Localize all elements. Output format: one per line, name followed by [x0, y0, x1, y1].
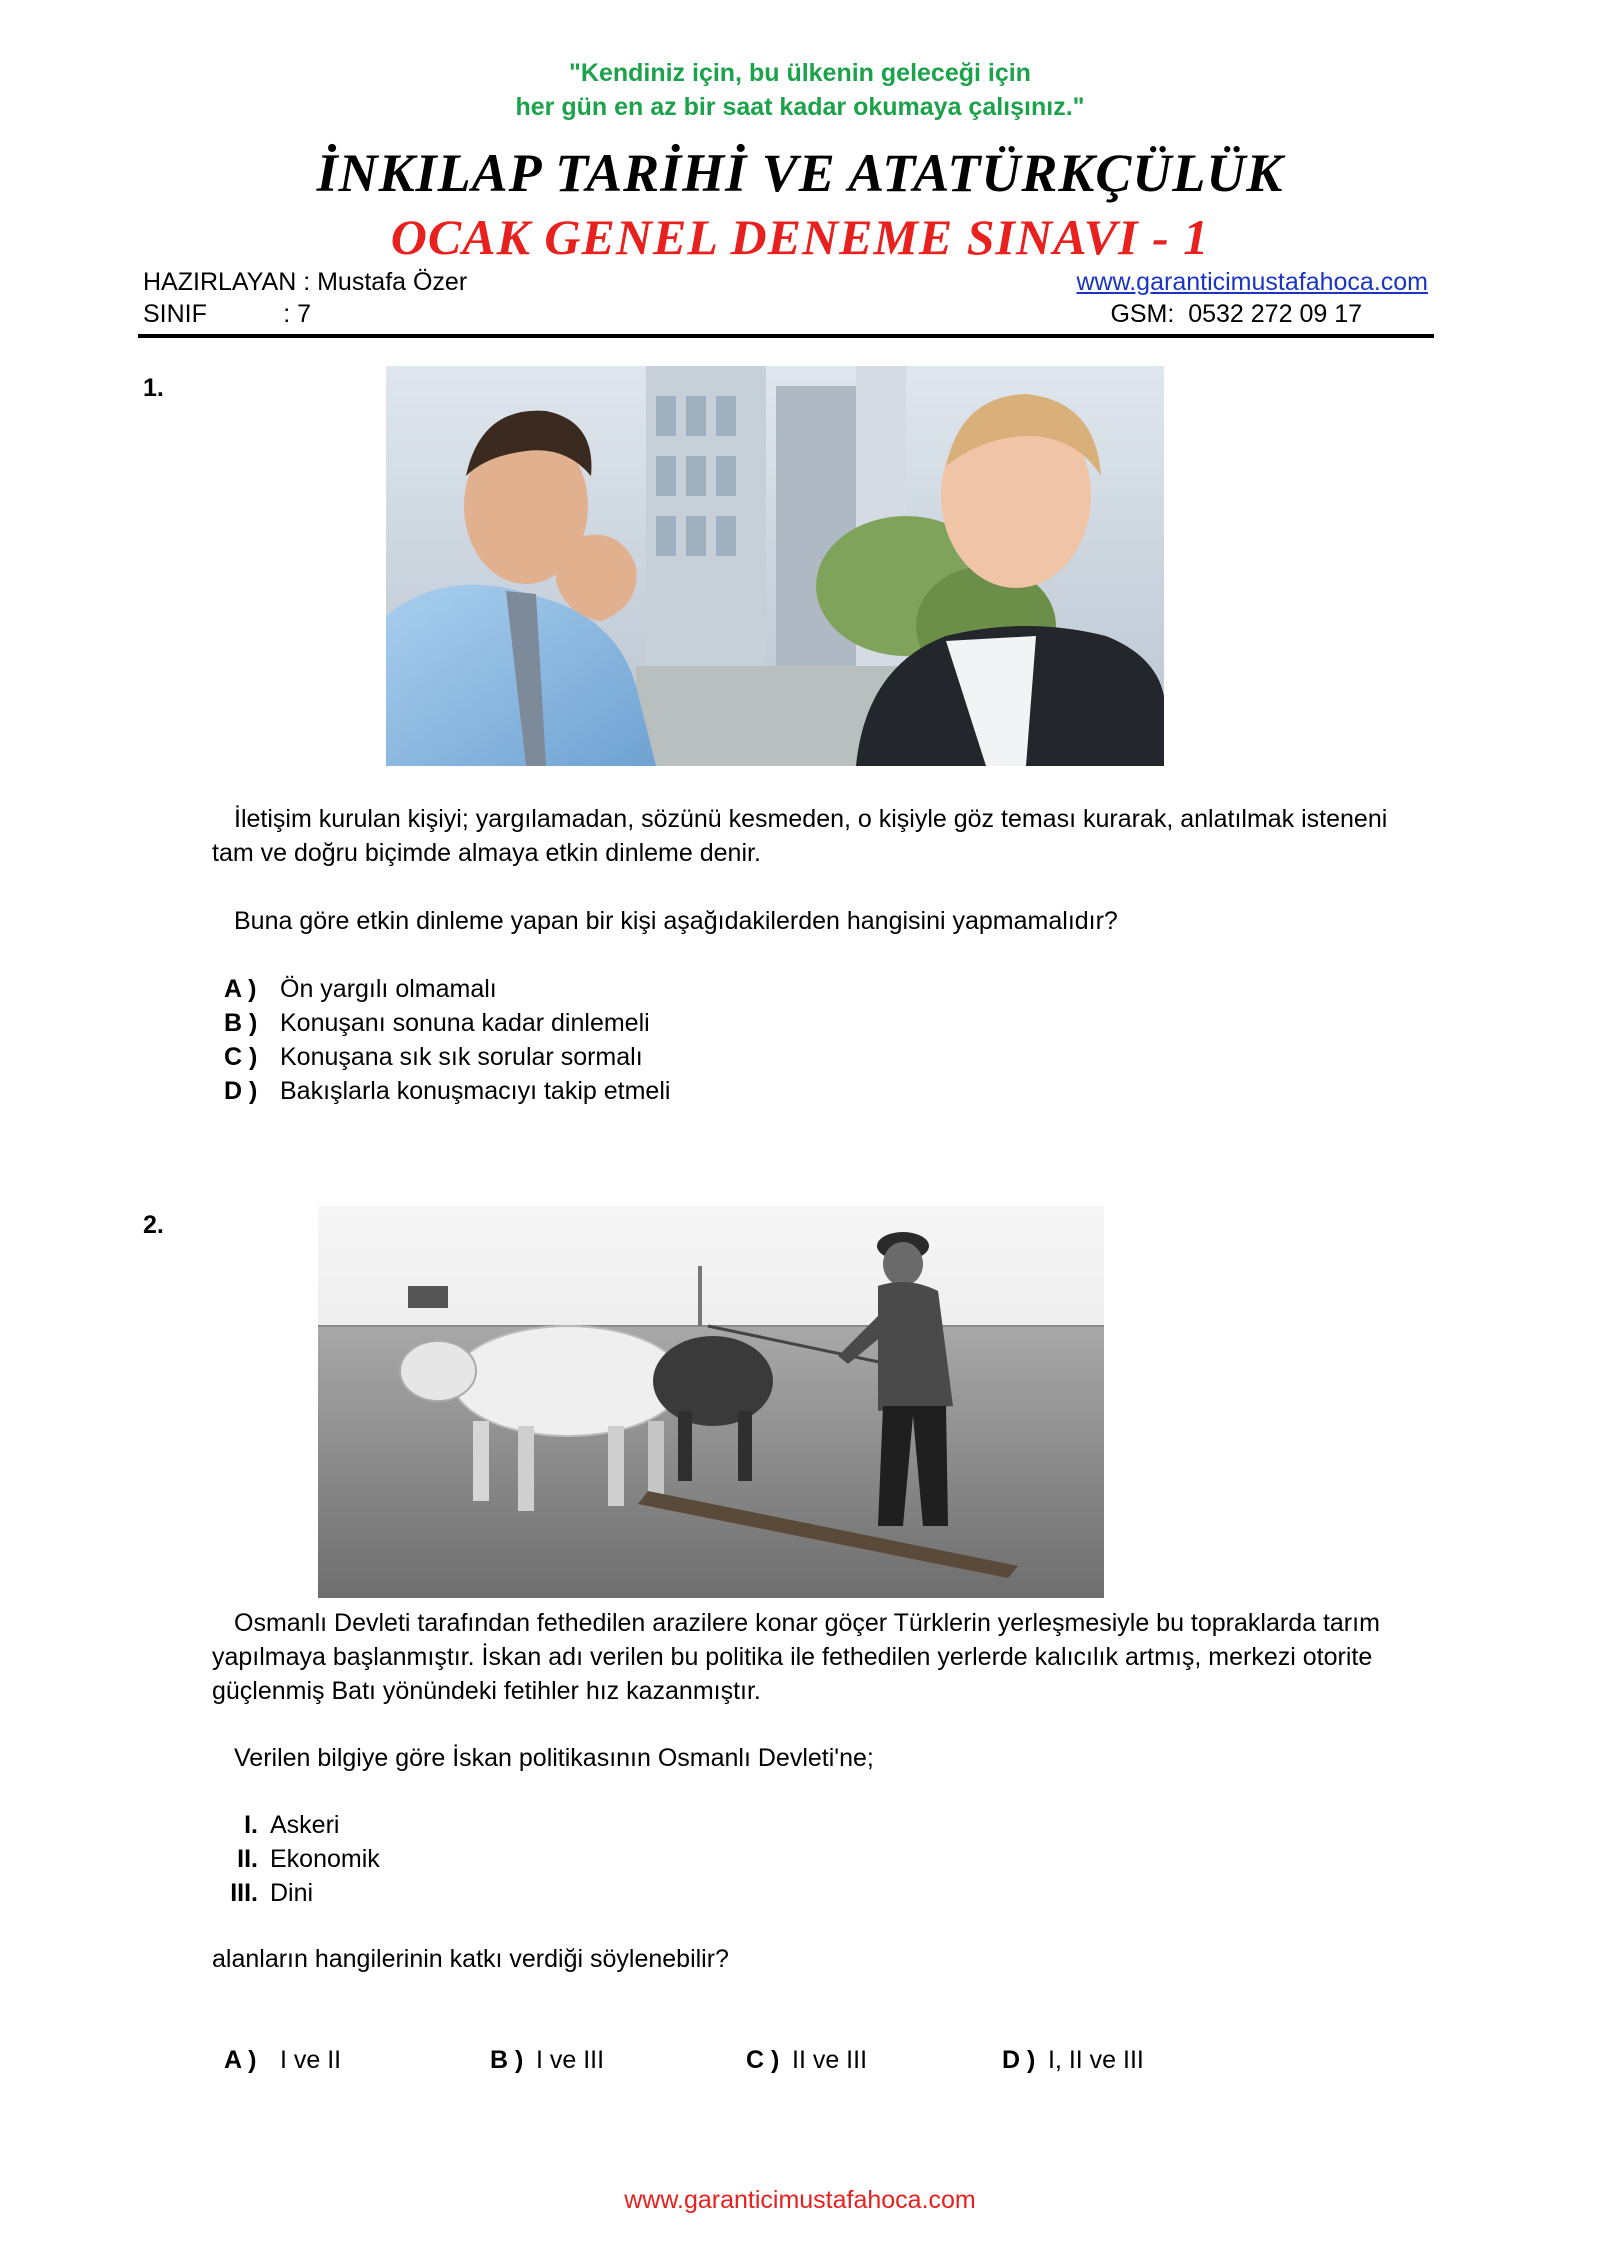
statement-text: Dini	[270, 1879, 314, 1907]
roman-numeral: I.	[244, 1811, 258, 1839]
question-1-paragraph: İletişim kurulan kişiyi; yargılamadan, sözünü kesmeden, o kişiyle göz teması kurarak, anlatılmak isteneni tam ve doğru biçimde almaya etkin dinleme denir.	[212, 805, 1388, 867]
question-1-prompt: Buna göre etkin dinleme yapan bir kişi aşağıdakilerden hangisini yapmamalıdır?	[234, 907, 1118, 935]
two-businessmen-photo	[386, 366, 1164, 766]
option-text: I, II ve III	[1048, 2046, 1144, 2074]
option-text: Bakışlarla konuşmacıyı takip etmeli	[280, 1077, 671, 1105]
question-1-image	[386, 366, 1164, 766]
statement-text: Ekonomik	[270, 1845, 380, 1873]
exam-subtitle: OCAK GENEL DENEME SINAVI - 1	[390, 209, 1210, 265]
exam-title: İNKILAP TARİHİ VE ATATÜRKÇÜLÜK	[316, 143, 1284, 203]
option-letter: C )	[746, 2046, 780, 2074]
author-label: HAZIRLAYAN : Mustafa Özer	[143, 268, 468, 296]
motto-line-1: "Kendiniz için, bu ülkenin geleceği için	[569, 59, 1031, 87]
option-text: I ve III	[536, 2046, 605, 2074]
roman-numeral: III.	[230, 1879, 258, 1907]
roman-numeral: II.	[237, 1845, 258, 1873]
option-letter: D )	[224, 1077, 258, 1105]
option-text: Konuşanı sonuna kadar dinlemeli	[280, 1009, 650, 1037]
option-text: Konuşana sık sık sorular sormalı	[280, 1043, 643, 1071]
option-letter: B )	[224, 1009, 258, 1037]
statement-iii	[212, 1876, 380, 1910]
question-2-option-d[interactable]	[1002, 2043, 1144, 2077]
option-letter: D )	[1002, 2046, 1036, 2074]
question-1-options	[224, 972, 670, 1108]
question-2-option-c[interactable]	[746, 2043, 867, 2077]
option-letter: A )	[224, 975, 257, 1003]
question-1-option-b[interactable]	[224, 1006, 670, 1040]
question-2-option-a[interactable]	[224, 2043, 341, 2077]
option-letter: A )	[224, 2046, 257, 2074]
statement-i	[212, 1808, 380, 1842]
motto-line-2: her gün en az bir saat kadar okumaya çalışınız."	[515, 93, 1085, 121]
option-letter: C )	[224, 1043, 258, 1071]
question-1-option-d[interactable]	[224, 1074, 670, 1108]
option-text: Ön yargılı olmamalı	[280, 975, 497, 1003]
question-2-image	[318, 1206, 1104, 1598]
question-1-option-a[interactable]	[224, 972, 670, 1006]
option-text: II ve III	[792, 2046, 868, 2074]
phone-label: GSM: 0532 272 09 17	[1110, 300, 1362, 328]
question-1-option-c[interactable]	[224, 1040, 670, 1074]
grade-label: SINIF : 7	[143, 300, 312, 328]
question-2-prompt-end: alanların hangilerinin katkı verdiği söylenebilir?	[212, 1945, 729, 1973]
question-1-number: 1.	[143, 374, 164, 402]
option-text: I ve II	[280, 2046, 342, 2074]
question-2-option-b[interactable]	[490, 2043, 604, 2077]
question-2-paragraph: Osmanlı Devleti tarafından fethedilen arazilere konar göçer Türklerin yerleşmesiyle bu topraklarda tarım yapılmaya başlanmıştır. İskan adı verilen bu politika ile fethedilen yerlerde kalıcılık artmış, merkezi otorite güçlenmiş Batı yönündeki fetihler hız kazanmıştır.	[212, 1609, 1380, 1705]
farmer-plowing-photo	[318, 1206, 1104, 1598]
header-divider	[138, 334, 1434, 338]
option-letter: B )	[490, 2046, 524, 2074]
question-2-prompt: Verilen bilgiye göre İskan politikasının Osmanlı Devleti'ne;	[234, 1744, 874, 1772]
statement-text: Askeri	[270, 1811, 340, 1839]
question-2-number: 2.	[143, 1211, 164, 1239]
website-link[interactable]: www.garanticimustafahoca.com	[1076, 268, 1428, 296]
question-2-statement-list	[212, 1808, 380, 1910]
footer-website[interactable]: www.garanticimustafahoca.com	[624, 2186, 976, 2214]
statement-ii	[212, 1842, 380, 1876]
